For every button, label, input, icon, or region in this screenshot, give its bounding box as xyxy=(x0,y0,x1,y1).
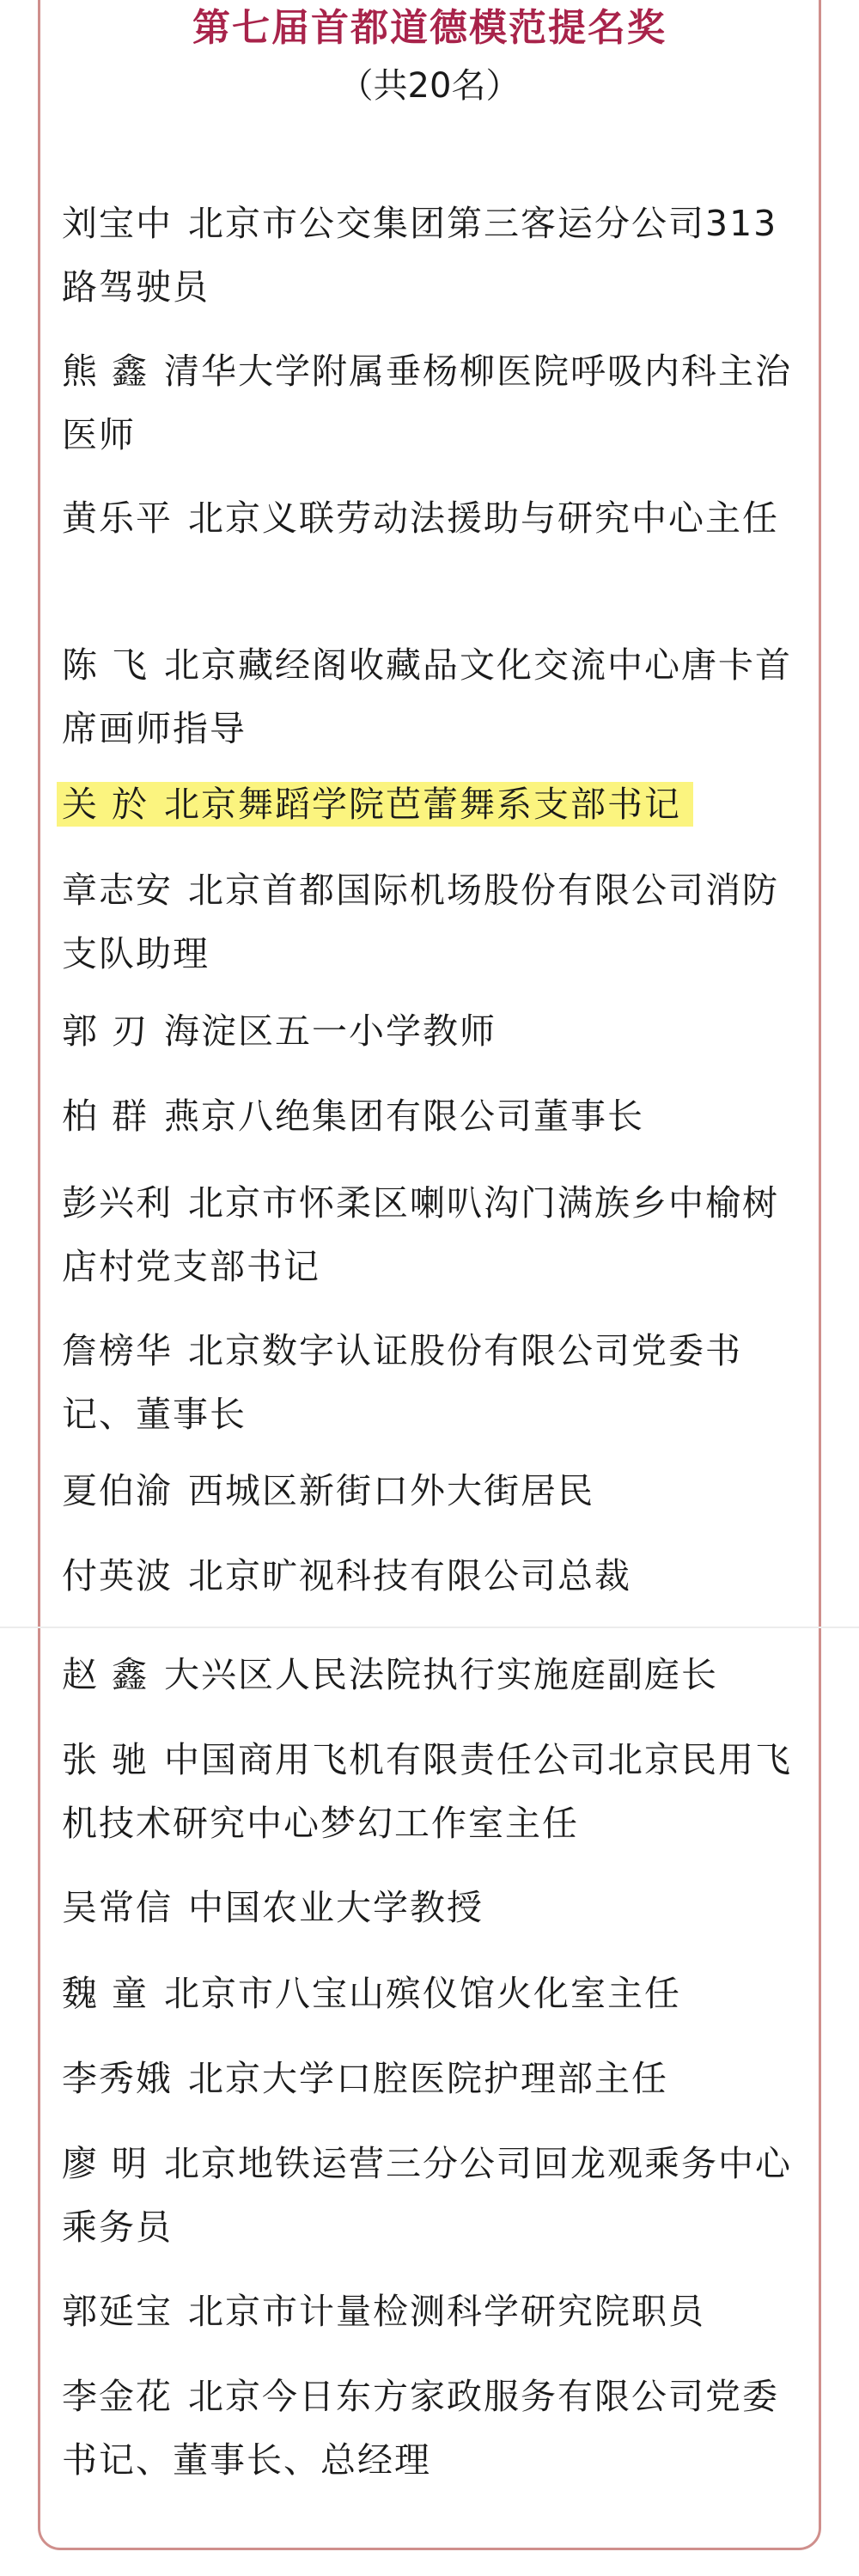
nominee-name: 吴常信 xyxy=(62,1887,173,1928)
list-item xyxy=(62,633,801,760)
nominee-title: 北京义联劳动法援助与研究中心主任 xyxy=(188,497,779,539)
page-title: 第七届首都道德模范提名奖 xyxy=(192,6,667,50)
nominee-title: 燕京八绝集团有限公司董事长 xyxy=(164,1096,645,1137)
nominee-name: 魏 童 xyxy=(62,1973,149,2014)
list-item xyxy=(62,1643,801,1706)
list-item xyxy=(62,1084,801,1148)
list-item xyxy=(62,486,801,550)
list-item xyxy=(62,1544,801,1608)
list-item xyxy=(62,1319,801,1446)
highlight-mark xyxy=(57,782,693,827)
nominee-title: 中国商用飞机有限责任公司北京民用飞机技术研究中心梦幻工作室主任 xyxy=(62,1739,793,1844)
nominee-name: 黄乐平 xyxy=(62,497,173,539)
list-item xyxy=(62,858,801,986)
nominee-name: 陈 飞 xyxy=(62,644,149,686)
nominee-name: 熊 鑫 xyxy=(62,351,149,392)
nominee-title: 清华大学附属垂杨柳医院呼吸内科主治医师 xyxy=(62,351,793,455)
nominee-title: 西城区新街口外大街居民 xyxy=(188,1470,594,1511)
nominee-name: 廖 明 xyxy=(62,2143,149,2184)
nominee-name: 詹榜华 xyxy=(62,1330,173,1371)
list-item xyxy=(62,999,801,1063)
nominee-title: 北京市八宝山殡仪馆火化室主任 xyxy=(164,1973,682,2014)
nominee-name: 李秀娥 xyxy=(62,2058,173,2099)
list-item xyxy=(62,2365,801,2492)
nominee-title: 北京大学口腔医院护理部主任 xyxy=(188,2058,668,2099)
nominee-title: 北京市公交集团第三客运分公司313路驾驶员 xyxy=(62,203,778,308)
list-item xyxy=(62,339,801,467)
nominee-name: 郭 刃 xyxy=(62,1010,149,1052)
nominee-name: 赵 鑫 xyxy=(62,1654,149,1695)
nominee-name: 李金花 xyxy=(62,2376,173,2417)
nominee-title: 北京地铁运营三分公司回龙观乘务中心乘务员 xyxy=(62,2143,793,2248)
nominee-title: 北京藏经阁收藏品文化交流中心唐卡首席画师指导 xyxy=(62,644,793,749)
nominee-name: 章志安 xyxy=(62,870,173,911)
nominee-title: 大兴区人民法院执行实施庭副庭长 xyxy=(164,1654,719,1695)
nominee-name: 夏伯渝 xyxy=(62,1470,173,1511)
list-item xyxy=(62,1728,801,1855)
page-subtitle: （共20名） xyxy=(338,66,521,106)
list-item-highlighted xyxy=(62,772,801,836)
nominee-title: 北京市怀柔区喇叭沟门满族乡中榆树店村党支部书记 xyxy=(62,1182,779,1287)
list-item xyxy=(62,2132,801,2259)
nominee-title: 中国农业大学教授 xyxy=(188,1887,484,1928)
nominee-name: 郭延宝 xyxy=(62,2291,173,2332)
list-item xyxy=(62,2280,801,2343)
list-item xyxy=(62,2047,801,2110)
nominee-name: 刘宝中 xyxy=(62,203,173,244)
nominee-title: 北京市计量检测科学研究院职员 xyxy=(188,2291,705,2332)
nominee-title: 北京舞蹈学院芭蕾舞系支部书记 xyxy=(164,784,682,825)
nominee-name: 张 驰 xyxy=(62,1739,149,1780)
nominee-title: 北京今日东方家政服务有限公司党委书记、董事长、总经理 xyxy=(62,2376,779,2481)
nominee-name: 关 於 xyxy=(62,784,149,825)
nominee-name: 付英波 xyxy=(62,1555,173,1596)
list-item xyxy=(62,1876,801,1939)
nominee-name: 柏 群 xyxy=(62,1096,149,1137)
list-item xyxy=(62,1459,801,1523)
list-item xyxy=(62,1962,801,2025)
nominee-title: 海淀区五一小学教师 xyxy=(164,1010,497,1052)
nominee-name: 彭兴利 xyxy=(62,1182,173,1224)
nominee-title: 北京数字认证股份有限公司党委书记、董事长 xyxy=(62,1330,742,1435)
nominee-title: 北京首都国际机场股份有限公司消防支队助理 xyxy=(62,870,779,974)
nominee-title: 北京旷视科技有限公司总裁 xyxy=(188,1555,631,1596)
list-item xyxy=(62,1171,801,1298)
list-item xyxy=(62,192,801,319)
section-divider xyxy=(0,1627,859,1628)
